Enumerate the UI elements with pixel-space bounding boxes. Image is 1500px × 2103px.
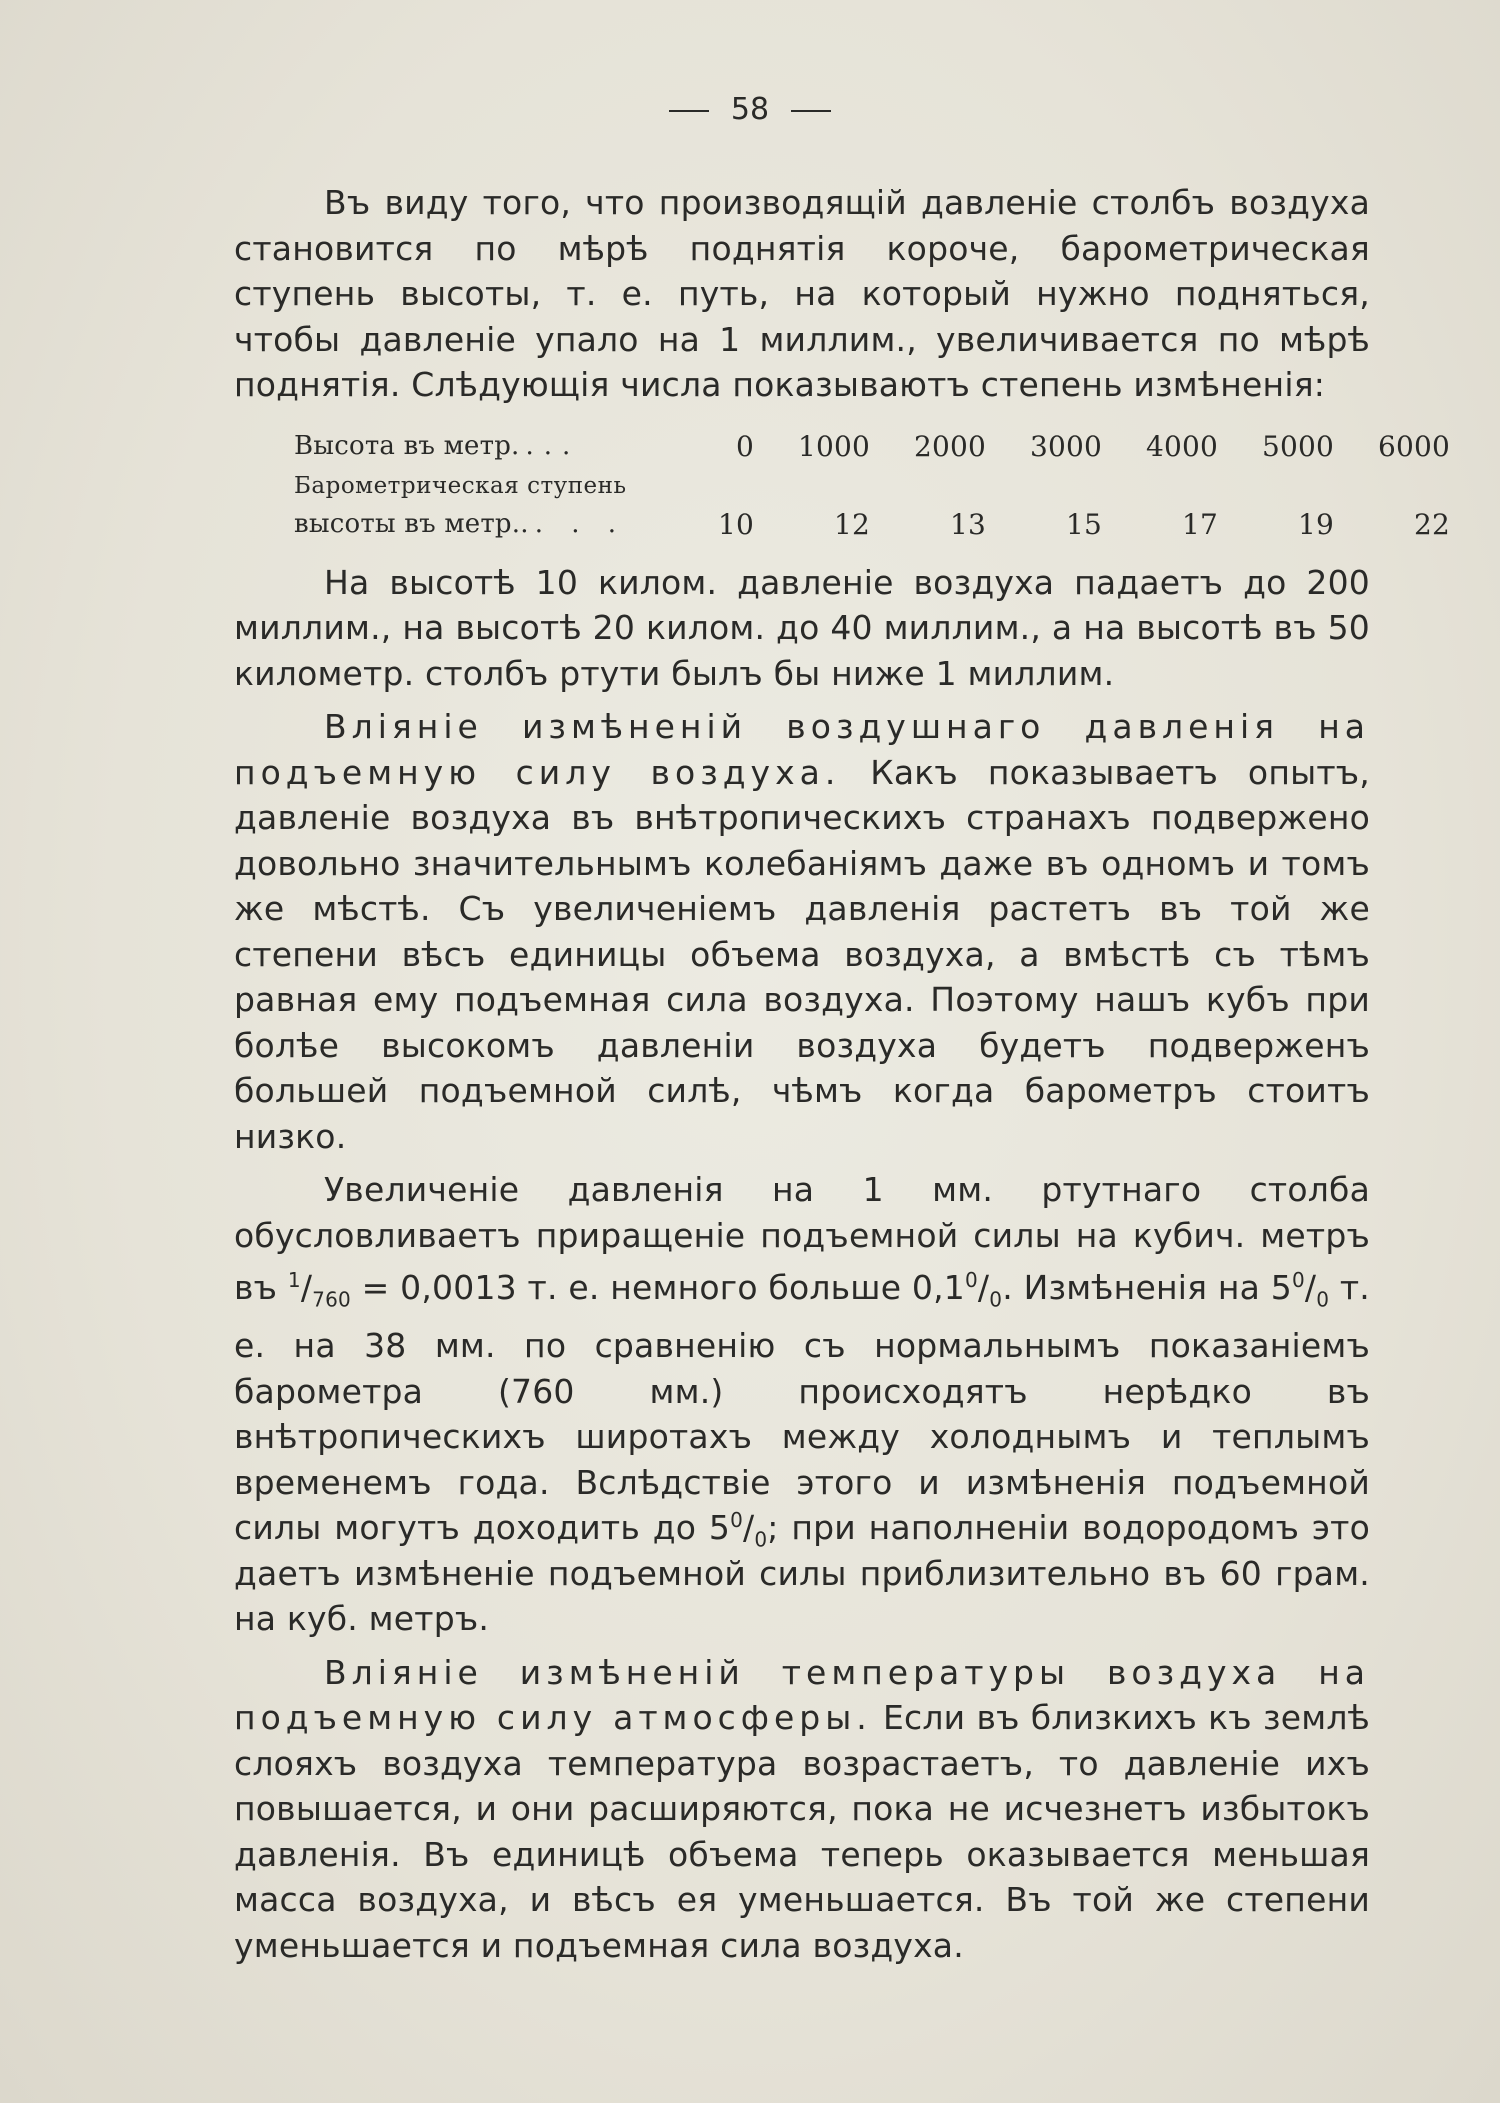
paragraph-5-body: Если въ близкихъ къ землѣ слояхъ воздуха температура возрастаетъ, то давленіе ихъ повышается, и они расширяются, пока не исчезнетъ избытокъ давленія. Въ единицѣ объема теперь оказывается меньшая масса воздуха, и вѣсъ ея уменьшается. Въ той же степени уменьшается и подъемная сила воздуха.: [234, 1698, 1370, 1965]
table-cell: 22: [1413, 507, 1450, 541]
paragraph-1: Въ виду того, что производящій давленіе столбъ воздуха становится по мѣрѣ поднятія короче, барометрическая ступень высоты, т. е. путь, на который нужно подняться, чтобы давленіе упало на 1 миллим., увеличивается по мѣрѣ поднятія. Слѣдующія числа показываютъ степень измѣненія:: [234, 183, 1370, 404]
table-label-altitude: Высота въ метр.: [294, 430, 520, 461]
section-heading-temperature: Вліяніе измѣненій температуры воздуха на подъемную силу атмосферы.: [234, 1652, 1370, 1738]
table-dots: ...: [525, 430, 581, 461]
table-cell: 2000: [913, 429, 986, 463]
fraction: $^1/_{760}$: [287, 1268, 351, 1312]
table-cell: 5000: [1261, 429, 1334, 463]
table-cell: 3000: [1029, 429, 1102, 463]
table-cell: 10: [717, 507, 754, 541]
table-cell: 0: [735, 429, 754, 463]
table-cell: 4000: [1145, 429, 1218, 463]
section-heading-pressure: Вліяніе измѣненій воздушнаго давленія на подъемную силу воздуха.: [234, 707, 1370, 792]
paragraph-3-body: Какъ показываетъ опытъ, давленіе воздуха въ внѣтропическихъ странахъ подвержено довольно значительнымъ колебаніямъ даже въ одномъ и томъ же мѣстѣ. Съ увеличеніемъ давленія растетъ въ той же степени вѣсъ единицы объема воздуха, а вмѣстѣ съ тѣмъ равная ему подъемная сила воздуха. Поэтому нашъ кубъ при болѣе высокомъ давленіи воздуха будетъ подверженъ большей подъемной силѣ, чѣмъ когда барометръ стоитъ низко.: [234, 752, 1370, 1156]
table-cell: 17: [1181, 507, 1218, 541]
table-row-step: [294, 502, 1450, 542]
table-cell: 15: [1065, 507, 1102, 541]
dash-right: [791, 110, 831, 112]
paragraph-4: Увеличеніе давленія на 1 мм. ртутнаго столба обусловливаетъ приращеніе подъемной силы на кубич. метръ въ $^1/_{760} = 0,0013$ т. е. немного больше $0,1^0/_0$. Измѣненія на $5^0/_0$ т. е. на 38 мм. по сравненію съ нормальнымъ показаніемъ барометра (760 мм.) происходятъ нерѣдко въ внѣтропическихъ широтахъ между холоднымъ и теплымъ временемъ года. Вслѣдствіе этого и измѣненія подъемной силы могутъ доходить до $5^0/_0$; при наполненіи водородомъ это даетъ измѣненіе подъемной силы приблизительно въ 60 грам. на куб. метръ.: [234, 1170, 1370, 1639]
page-number: 58: [0, 92, 1500, 127]
table-cell: 6000: [1377, 429, 1450, 463]
paragraph-2: На высотѣ 10 килом. давленіе воздуха падаетъ до 200 миллим., на высотѣ 20 килом. до 40 миллим., а на высотѣ въ 50 километр. столбъ ртути былъ бы ниже 1 миллим.: [234, 562, 1370, 693]
table-cell: 19: [1297, 507, 1334, 541]
table-cell: 13: [949, 507, 986, 541]
table-cell: 12: [833, 507, 870, 541]
table-cell: 1000: [797, 429, 870, 463]
table-row-altitude: [294, 424, 1450, 464]
dash-left: [669, 110, 709, 112]
table-label-barometric: Барометрическая ступень: [294, 472, 627, 499]
paragraph-5: [234, 1650, 1370, 1969]
paragraph-3: [234, 704, 1370, 1159]
table-dots: . . .: [534, 508, 627, 539]
table-row-label: [294, 464, 1370, 502]
page-body: [234, 180, 1450, 1968]
table-label-height: высоты въ метр..: [294, 508, 529, 539]
altitude-table: [294, 424, 1450, 542]
